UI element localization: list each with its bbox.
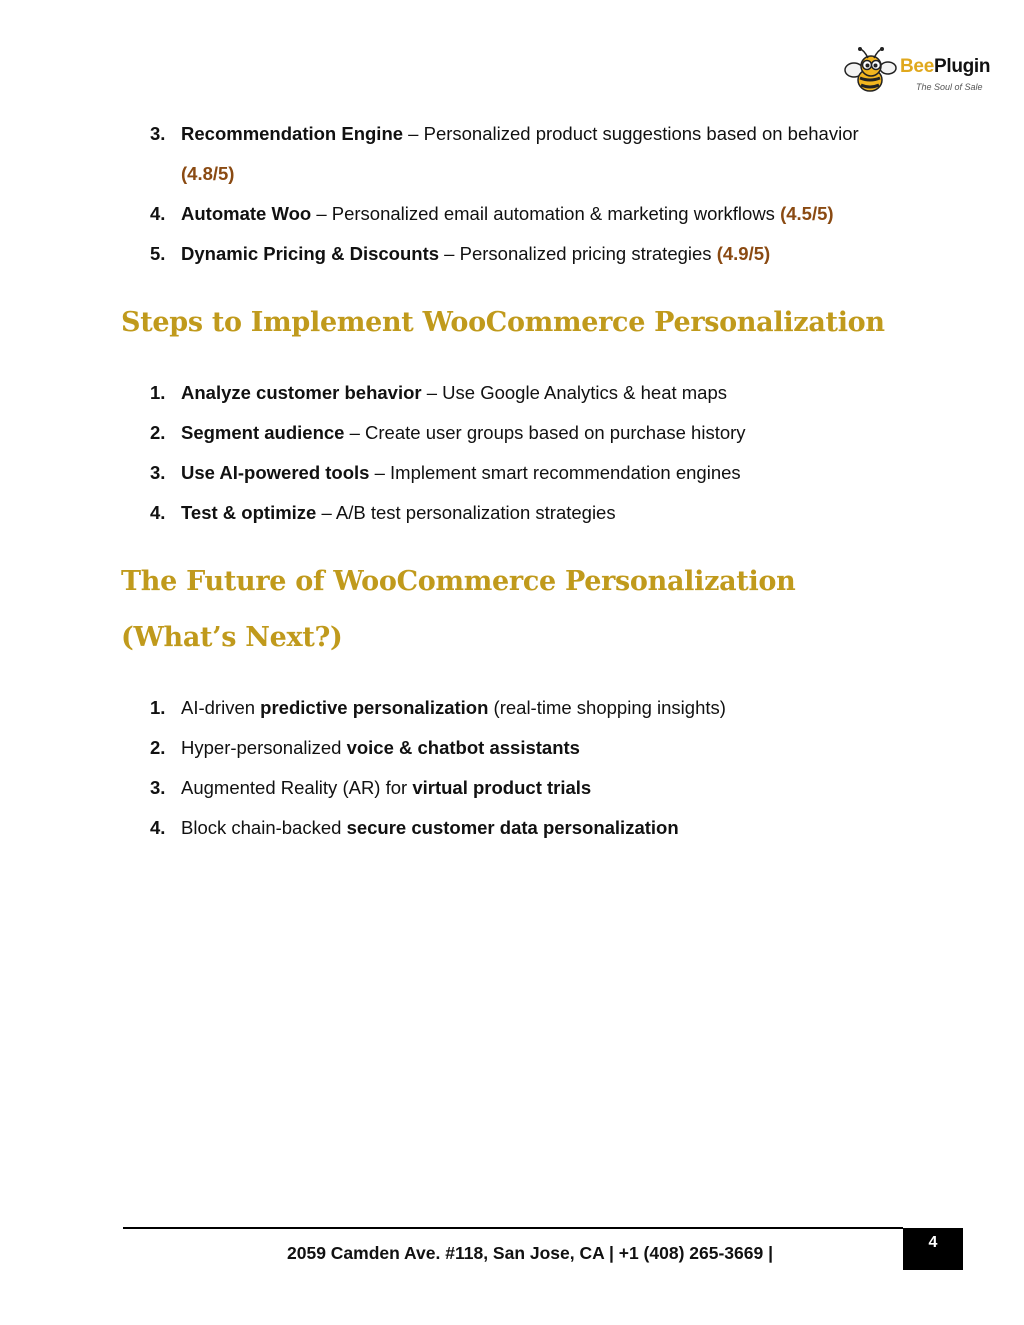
list-item [150, 808, 921, 848]
plugin-description: – Personalized pricing strategies [439, 243, 717, 264]
plugin-name: Dynamic Pricing & Discounts [181, 243, 440, 264]
item-prefix: Block chain-backed [181, 817, 347, 838]
step-description: – Implement smart recommendation engines [369, 462, 741, 483]
footer-address: 2059 Camden Ave. #118, San Jose, CA | +1 (408) 265-3669 | [287, 1243, 773, 1263]
list-number: 4. [150, 203, 166, 224]
list-item [150, 728, 921, 768]
plugin-description: – Personalized email automation & marketing workflows [311, 203, 781, 224]
list-item [150, 194, 921, 234]
step-description: – Use Google Analytics & heat maps [421, 382, 728, 403]
future-heading-line1: The Future of WooCommerce Personalization [121, 566, 796, 597]
plugin-description: – Personalized product suggestions based on behavior [403, 123, 859, 144]
future-heading-line2: (What’s Next?) [121, 622, 343, 653]
list-number: 3. [150, 123, 166, 144]
list-item [150, 493, 921, 533]
step-term: Test & optimize [181, 502, 317, 523]
list-number: 2. [150, 422, 166, 443]
list-item [150, 768, 921, 808]
list-item [150, 688, 921, 728]
list-number: 5. [150, 243, 166, 264]
plugin-rating: (4.8/5) [181, 163, 235, 184]
footer-divider [123, 1227, 903, 1229]
step-term: Analyze customer behavior [181, 382, 422, 403]
list-item [150, 114, 921, 194]
step-description: – A/B test personalization strategies [316, 502, 616, 523]
future-heading [121, 554, 795, 666]
logo-name-part1: Bee [900, 56, 934, 77]
list-number: 4. [150, 817, 166, 838]
item-prefix: Augmented Reality (AR) for [181, 777, 413, 798]
item-term: secure customer data personalization [346, 817, 679, 838]
item-prefix: Hyper-personalized [181, 737, 347, 758]
step-term: Segment audience [181, 422, 345, 443]
step-description: – Create user groups based on purchase history [344, 422, 746, 443]
list-number: 3. [150, 777, 166, 798]
item-term: virtual product trials [412, 777, 592, 798]
plugin-name: Automate Woo [181, 203, 312, 224]
bee-icon [842, 46, 902, 98]
steps-list [150, 373, 921, 533]
future-list [150, 688, 921, 848]
list-item [150, 413, 921, 453]
step-term: Use AI-powered tools [181, 462, 370, 483]
page-number: 4 [903, 1228, 963, 1270]
list-number: 3. [150, 462, 166, 483]
list-number: 1. [150, 382, 166, 403]
plugin-rating: (4.9/5) [716, 243, 771, 264]
plugins-list [150, 114, 921, 274]
logo-name-part2: Plugin [933, 56, 991, 77]
list-number: 2. [150, 737, 166, 758]
item-term: predictive personalization [260, 697, 489, 718]
list-item [150, 453, 921, 493]
list-number: 4. [150, 502, 166, 523]
item-suffix: (real-time shopping insights) [488, 697, 726, 718]
steps-heading: Steps to Implement WooCommerce Personalization [121, 307, 885, 338]
logo-tagline: The Soul of Sale [916, 82, 983, 92]
list-item [150, 373, 921, 413]
beeplugin-logo [842, 46, 1002, 98]
list-item [150, 234, 921, 274]
item-term: voice & chatbot assistants [346, 737, 580, 758]
list-number: 1. [150, 697, 166, 718]
plugin-name: Recommendation Engine [181, 123, 404, 144]
logo-wordmark [900, 56, 990, 78]
plugin-rating: (4.5/5) [780, 203, 834, 224]
item-prefix: AI-driven [181, 697, 261, 718]
